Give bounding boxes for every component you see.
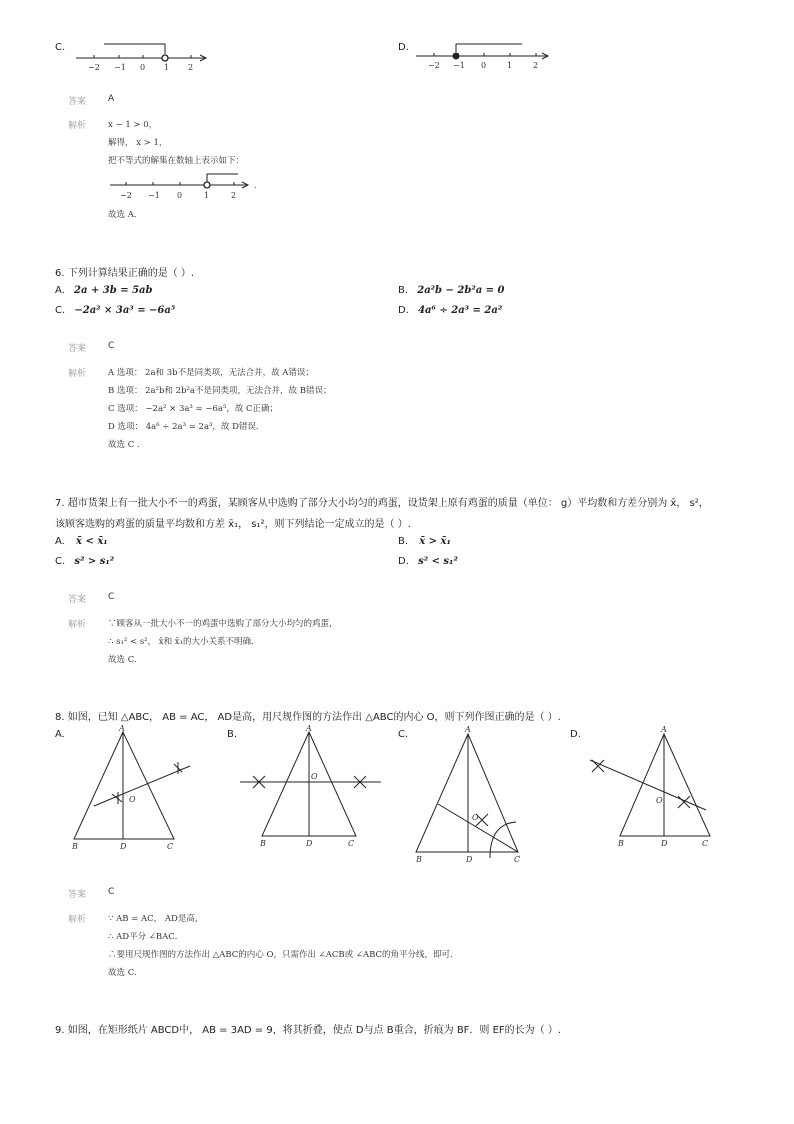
option-text: 2a²b − 2b²a = 0 [417, 285, 505, 296]
top-option-d-label: D. [398, 42, 409, 53]
q6-analysis-line: 故选 C . [108, 440, 140, 450]
q7-option-d[interactable] [398, 556, 458, 567]
q6-option-c[interactable] [55, 305, 175, 316]
q8-figure-a [66, 724, 196, 854]
q7-answer: C [108, 592, 115, 602]
closed-point [453, 53, 459, 59]
q8-analysis-line: ∴ AD平分 ∠BAC． [108, 932, 184, 942]
triangle-abc [416, 734, 518, 852]
q7-analysis-line: ∵顾客从一批大小不一的鸡蛋中选购了部分大小均匀的鸡蛋， [108, 619, 338, 629]
q8-option-d-label[interactable]: D. [570, 729, 581, 740]
option-label: B. [398, 285, 409, 296]
q6-analysis-label: 解析 [68, 369, 87, 379]
point-label: O [656, 796, 663, 805]
point-label: B [260, 839, 266, 848]
q6-option-a[interactable] [55, 285, 153, 296]
point-label: D [661, 839, 668, 848]
option-label: B. [398, 536, 409, 547]
tick-label: −2 [120, 191, 132, 200]
q5-analysis-line: x − 1 > 0， [108, 120, 158, 130]
triangle-abc [74, 732, 174, 839]
option-text: s² > s₁² [74, 556, 115, 567]
q7-analysis-line: ∴ s₁² < s²， x̄和 x̄₁的大小关系不明确． [108, 637, 260, 647]
q8-answer-label: 答案 [68, 890, 87, 900]
q7-question-line1: 7. 超市货架上有一批大小不一的鸡蛋，某顾客从中选购了部分大小均匀的鸡蛋，设货架上原有鸡蛋的质量（单位： g）平均数和方差分别为 x̄， s²， [55, 498, 709, 509]
point-label: D [466, 855, 473, 864]
q6-answer: C [108, 341, 115, 351]
construction-arc-mark [592, 760, 604, 772]
q5-answer-label: 答案 [68, 97, 87, 107]
tick-label: −2 [88, 63, 100, 72]
q7-option-c[interactable] [55, 556, 114, 567]
q5-analysis-line: 解得， x > 1， [108, 138, 168, 148]
q6-analysis-line: B 选项： 2a²b和 2b²a不是同类项，无法合并，故 B错误； [108, 386, 332, 396]
construction-line [590, 760, 706, 810]
point-label: A [119, 724, 125, 733]
option-label: D. [398, 556, 409, 567]
tick-label: 0 [177, 191, 183, 200]
point-label: C [167, 842, 174, 851]
option-label: A. [55, 536, 65, 547]
point-label: O [311, 772, 318, 781]
point-label: C [702, 839, 709, 848]
option-label: D. [398, 305, 409, 316]
tick-label: 2 [188, 63, 194, 72]
point-label: B [416, 855, 422, 864]
option-text: 4a⁶ ÷ 2a³ = 2a² [418, 305, 503, 316]
q5-analysis-line: 把不等式的解集在数轴上表示如下： [108, 156, 245, 166]
point-label: O [129, 795, 136, 804]
tick-label: 0 [481, 61, 487, 70]
q5-conclusion: 故选 A． [108, 210, 143, 220]
point-label: A [306, 724, 312, 733]
q5-answer: A [108, 94, 115, 104]
top-option-d-numberline [412, 38, 554, 74]
option-text: −2a² × 3a³ = −6a⁵ [74, 305, 176, 316]
tick-label: −1 [453, 61, 465, 70]
point-label: C [348, 839, 355, 848]
tick-label: 2 [533, 61, 539, 70]
point-label: A [661, 725, 667, 734]
q6-analysis-line: D 选项： 4a⁶ ÷ 2a³ = 2a³，故 D错误． [108, 422, 265, 432]
tick-label: 1 [164, 63, 170, 72]
q6-analysis-line: C 选项： −2a² × 3a³ = −6a⁵，故 C正确； [108, 404, 279, 414]
top-option-c-label: C. [55, 42, 66, 53]
option-text: s² < s₁² [418, 556, 458, 567]
point-label: C [514, 855, 521, 864]
tick-label: −2 [428, 61, 440, 70]
option-text: x̄ < x̄₁ [76, 536, 108, 547]
option-label: C. [55, 556, 66, 567]
q6-answer-label: 答案 [68, 344, 87, 354]
q7-option-a[interactable] [55, 536, 108, 547]
option-text: x̄ > x̄₁ [419, 536, 451, 547]
option-text: 2a + 3b = 5ab [74, 285, 153, 296]
q6-option-d[interactable] [398, 305, 502, 316]
q9-question: 9. 如图，在矩形纸片 ABCD中， AB = 3AD = 9，将其折叠，使点 D与点 B重合，折痕为 BF．则 EF的长为（ ）. [55, 1025, 562, 1036]
point-label: A [465, 725, 471, 734]
q8-question: 8. 如图，已知 △ABC， AB = AC， AD是高，用尺规作图的方法作出 △ABC的内心 O，则下列作图正确的是（ ）. [55, 712, 561, 723]
option-label: C. [55, 305, 66, 316]
tick-label: 1 [204, 191, 210, 200]
solution-bracket [456, 44, 522, 52]
q8-option-c-label[interactable]: C. [398, 729, 409, 740]
q8-answer: C [108, 887, 115, 897]
q7-analysis-label: 解析 [68, 620, 87, 630]
q7-analysis-line: 故选 C. [108, 655, 137, 665]
q7-option-b[interactable] [398, 536, 451, 547]
q8-option-b-label[interactable]: B. [227, 729, 238, 740]
point-label: O [472, 813, 479, 822]
solution-bracket [104, 44, 165, 54]
tick-label: −1 [114, 63, 126, 72]
triangle-abc [620, 734, 710, 836]
q6-analysis-line: A 选项： 2a和 3b不是同类项，无法合并，故 A错误； [108, 368, 314, 378]
q5-numberline [106, 170, 266, 204]
tick-label: −1 [148, 191, 160, 200]
q8-analysis-line: ∴要用尺规作图的方法作出 △ABC的内心 O，只需作出 ∠ACB或 ∠ABC的角平分线，即可． [108, 950, 459, 960]
construction-arc [490, 822, 516, 858]
q7-answer-label: 答案 [68, 595, 87, 605]
q8-figure-b [236, 724, 386, 854]
top-option-c-numberline [72, 38, 212, 74]
q8-option-a-label[interactable]: A. [55, 729, 65, 740]
point-label: D [120, 842, 127, 851]
open-point [204, 182, 210, 188]
option-label: A. [55, 285, 65, 296]
point-label: B [618, 839, 624, 848]
line-end-period: . [254, 181, 257, 190]
q6-option-b[interactable] [398, 285, 505, 296]
point-label: D [306, 839, 313, 848]
tick-label: 1 [507, 61, 513, 70]
q8-analysis-line: 故选 C. [108, 968, 137, 978]
q8-figure-c [410, 722, 540, 867]
q5-analysis-label: 解析 [68, 121, 87, 131]
q8-analysis-label: 解析 [68, 915, 87, 925]
open-point [162, 55, 168, 61]
tick-label: 0 [140, 63, 146, 72]
q8-analysis-line: ∵ AB = AC， AD是高， [108, 914, 204, 924]
tick-label: 2 [231, 191, 237, 200]
q7-question-line2: 该顾客选购的鸡蛋的质量平均数和方差 x̄₁， s₁²，则下列结论一定成立的是（ ）. [55, 519, 411, 530]
angle-bisector [438, 804, 518, 852]
q8-figure-d [584, 724, 719, 854]
solution-bracket [207, 174, 238, 182]
q6-question: 6. 下列计算结果正确的是（ ）. [55, 268, 195, 279]
point-label: B [72, 842, 78, 851]
